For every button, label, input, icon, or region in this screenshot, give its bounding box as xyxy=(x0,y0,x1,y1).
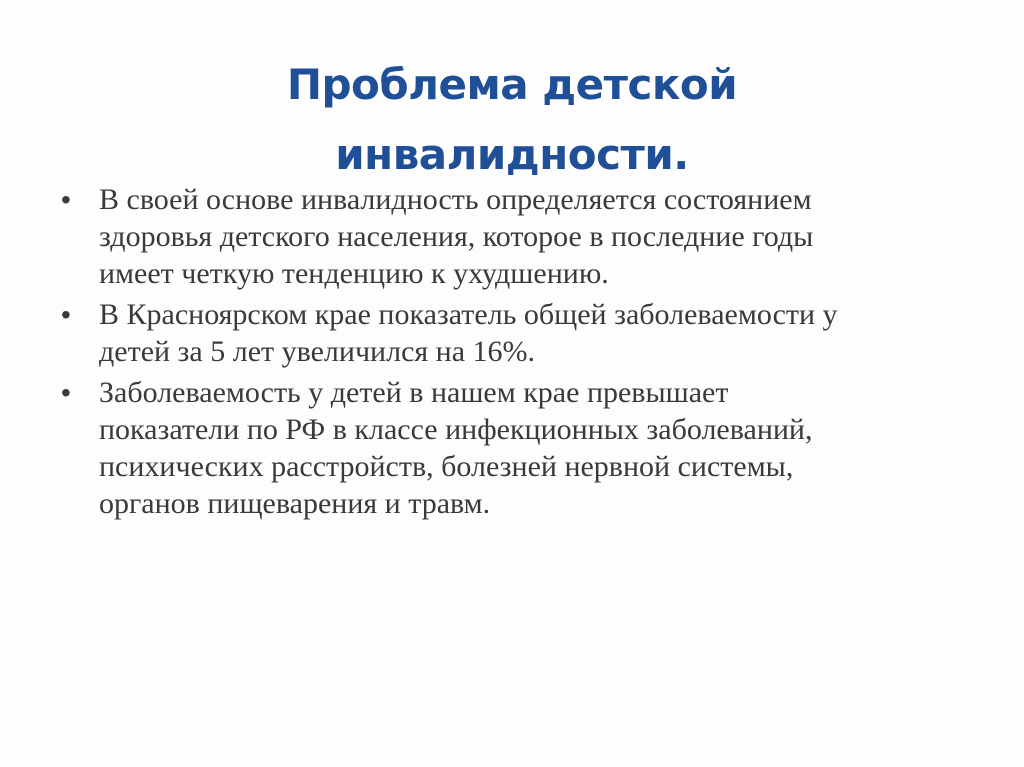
bullet-list xyxy=(58,181,958,526)
bullet-item xyxy=(58,374,958,522)
slide-title xyxy=(120,50,904,190)
slide-title-line-2: инвалидности. xyxy=(335,130,689,180)
bullet-text: В своей основе инвалидность определяется состоянием здоровья детского населения, которое в последние годы имеет четкую тенденцию к ухудшению. xyxy=(99,183,814,290)
bullet-item xyxy=(58,181,958,292)
slide-title-line-1: Проблема детской xyxy=(286,60,738,110)
bullet-dot-icon: • xyxy=(61,184,71,215)
bullet-text: Заболеваемость у детей в нашем крае превышает показатели по РФ в классе инфекционных заболеваний, психических расстройств, болезней нервной системы, органов пищеварения и травм. xyxy=(99,376,813,520)
bullet-item xyxy=(58,296,958,370)
bullet-dot-icon: • xyxy=(61,299,71,330)
bullet-dot-icon: • xyxy=(61,377,71,408)
bullet-text: В Красноярском крае показатель общей заболеваемости у детей за 5 лет увеличился на 16%. xyxy=(99,298,838,368)
